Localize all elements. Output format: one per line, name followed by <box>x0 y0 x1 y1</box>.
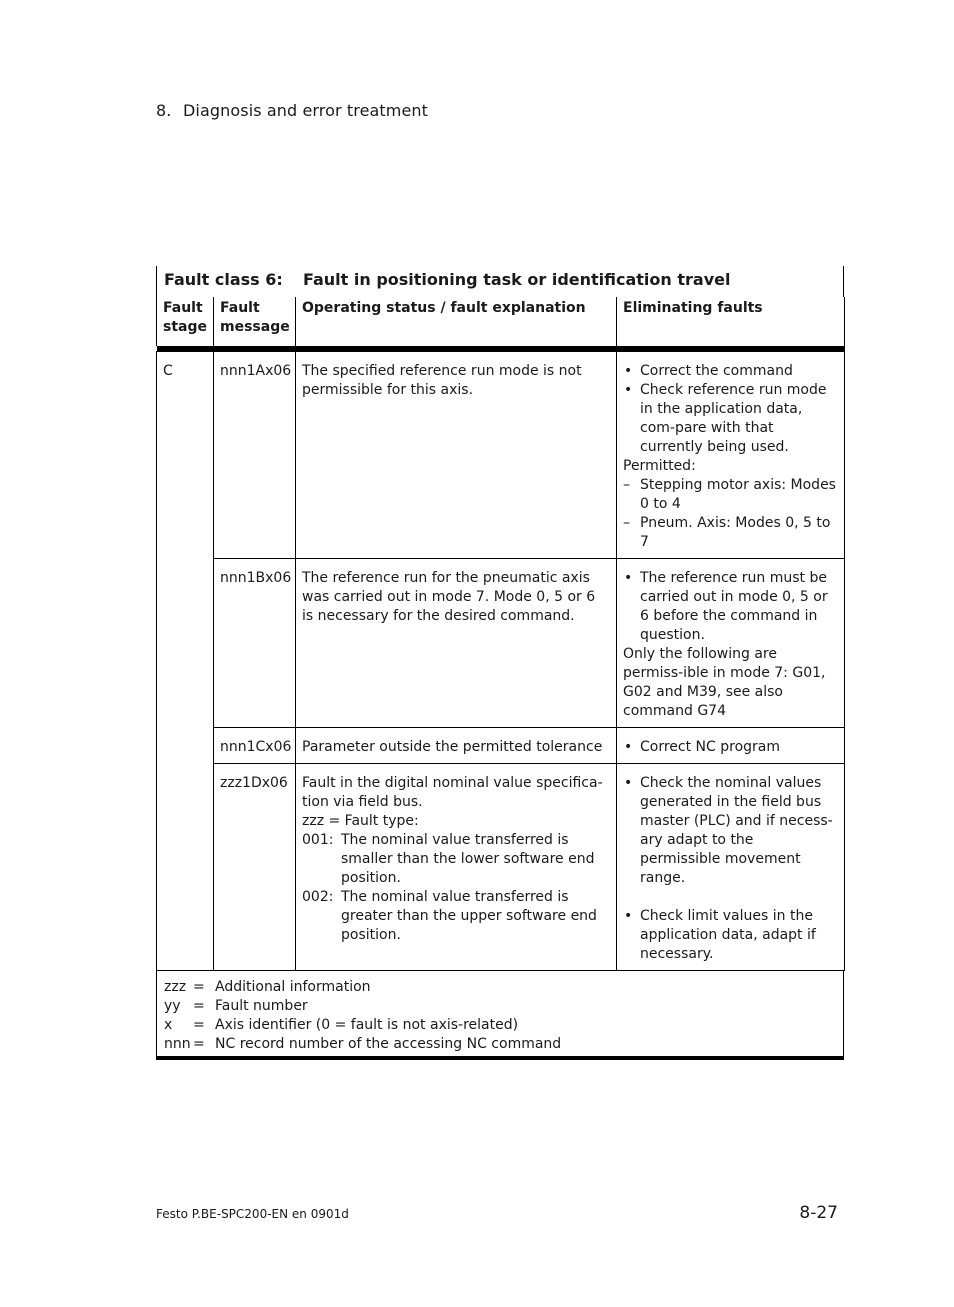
legend-symbol: zzz <box>164 979 187 995</box>
list-item: • Check the nominal values generated in the field bus master (PLC) and if necess-ary adapt to the permissible movement range. <box>623 774 838 888</box>
elimination-note: Only the following are permiss-ible in mode 7: G01, G02 and M39, see also command G74 <box>623 646 826 719</box>
fault-explanation-cell: Parameter outside the permitted tolerance <box>296 728 617 764</box>
permitted-dash-list <box>623 476 838 552</box>
legend-equals: = <box>193 1017 205 1033</box>
fault-explanation-cell <box>296 764 617 971</box>
fault-message-cell: nnn1Bx06 <box>214 559 296 728</box>
column-header-elimination: Eliminating faults <box>617 297 845 346</box>
column-header-explanation: Operating status / fault explanation <box>296 297 617 346</box>
elimination-bullets <box>623 569 838 645</box>
legend-text: Axis identifier (0 = fault is not axis-related) <box>215 1017 519 1033</box>
fault-message-cell: nnn1Cx06 <box>214 728 296 764</box>
list-item: • The reference run must be carried out in mode 0, 5 or 6 before the command in question. <box>623 569 838 645</box>
fault-message-cell: zzz1Dx06 <box>214 764 296 971</box>
fault-table <box>156 266 844 1060</box>
explanation-type-line: zzz = Fault type: <box>302 813 419 829</box>
list-item: – Stepping motor axis: Modes 0 to 4 <box>623 476 838 514</box>
fault-type-code: 001: <box>302 832 334 848</box>
chapter-heading <box>156 101 428 120</box>
table-row <box>157 559 845 728</box>
elimination-bullets <box>623 907 838 964</box>
fault-type-text: The nominal value transferred is smaller than the lower software end position. <box>341 832 595 886</box>
list-item: – Pneum. Axis: Modes 0, 5 to 7 <box>623 514 838 552</box>
list-item: • Correct the command <box>623 362 838 381</box>
elimination-bullets <box>623 738 838 757</box>
legend-row <box>164 978 836 997</box>
fault-stage-cell: C <box>157 352 214 971</box>
legend-row <box>164 1016 836 1035</box>
list-item: • Check reference run mode in the application data, com-pare with that currently being used. <box>623 381 838 457</box>
fault-message-cell: nnn1Ax06 <box>214 352 296 559</box>
fault-class-label: Fault class 6: <box>164 270 283 289</box>
legend-equals: = <box>193 1036 205 1052</box>
legend-symbol: yy <box>164 998 181 1014</box>
fault-class-row <box>156 266 844 297</box>
fault-explanation-cell: The reference run for the pneumatic axis was carried out in mode 7. Mode 0, 5 or 6 is necessary for the desired command. <box>296 559 617 728</box>
list-item: • Check limit values in the application data, adapt if necessary. <box>623 907 838 964</box>
column-header-row <box>157 297 845 346</box>
fault-grid <box>156 297 845 971</box>
explanation-text: Fault in the digital nominal value specifica-tion via field bus. <box>302 775 603 810</box>
legend-symbol: x <box>164 1017 173 1033</box>
column-header-message: Fault message <box>214 297 296 346</box>
table-row <box>157 352 845 559</box>
legend-text: Additional information <box>215 979 371 995</box>
chapter-title: Diagnosis and error treatment <box>183 101 429 120</box>
elimination-cell <box>617 728 845 764</box>
table-row <box>157 764 845 971</box>
legend-text: Fault number <box>215 998 308 1014</box>
elimination-cell <box>617 559 845 728</box>
legend-equals: = <box>193 979 205 995</box>
elimination-cell <box>617 764 845 971</box>
table-row <box>157 728 845 764</box>
footer-doc-id: Festo P.BE-SPC200-EN en 0901d <box>156 1207 349 1221</box>
fault-type-codes <box>302 831 610 945</box>
legend-equals: = <box>193 998 205 1014</box>
column-header-stage: Fault stage <box>157 297 214 346</box>
list-item: • Correct NC program <box>623 738 838 757</box>
legend-row <box>164 1035 836 1054</box>
chapter-number: 8. <box>156 101 172 120</box>
abbreviation-legend <box>156 971 844 1056</box>
elimination-cell <box>617 352 845 559</box>
legend-text: NC record number of the accessing NC command <box>215 1036 562 1052</box>
fault-type-code: 002: <box>302 889 334 905</box>
footer-page-number: 8-27 <box>799 1203 838 1223</box>
list-item <box>302 831 610 888</box>
elimination-bullets <box>623 362 838 457</box>
legend-row <box>164 997 836 1016</box>
fault-explanation-cell: The specified reference run mode is not permissible for this axis. <box>296 352 617 559</box>
list-item <box>302 888 610 945</box>
legend-symbol: nnn <box>164 1036 191 1052</box>
fault-class-title: Fault in positioning task or identification travel <box>303 270 731 289</box>
elimination-bullets <box>623 774 838 888</box>
permitted-label: Permitted: <box>623 458 696 474</box>
fault-type-text: The nominal value transferred is greater than the upper software end position. <box>341 889 597 943</box>
table-bottom-rule <box>156 1056 844 1060</box>
